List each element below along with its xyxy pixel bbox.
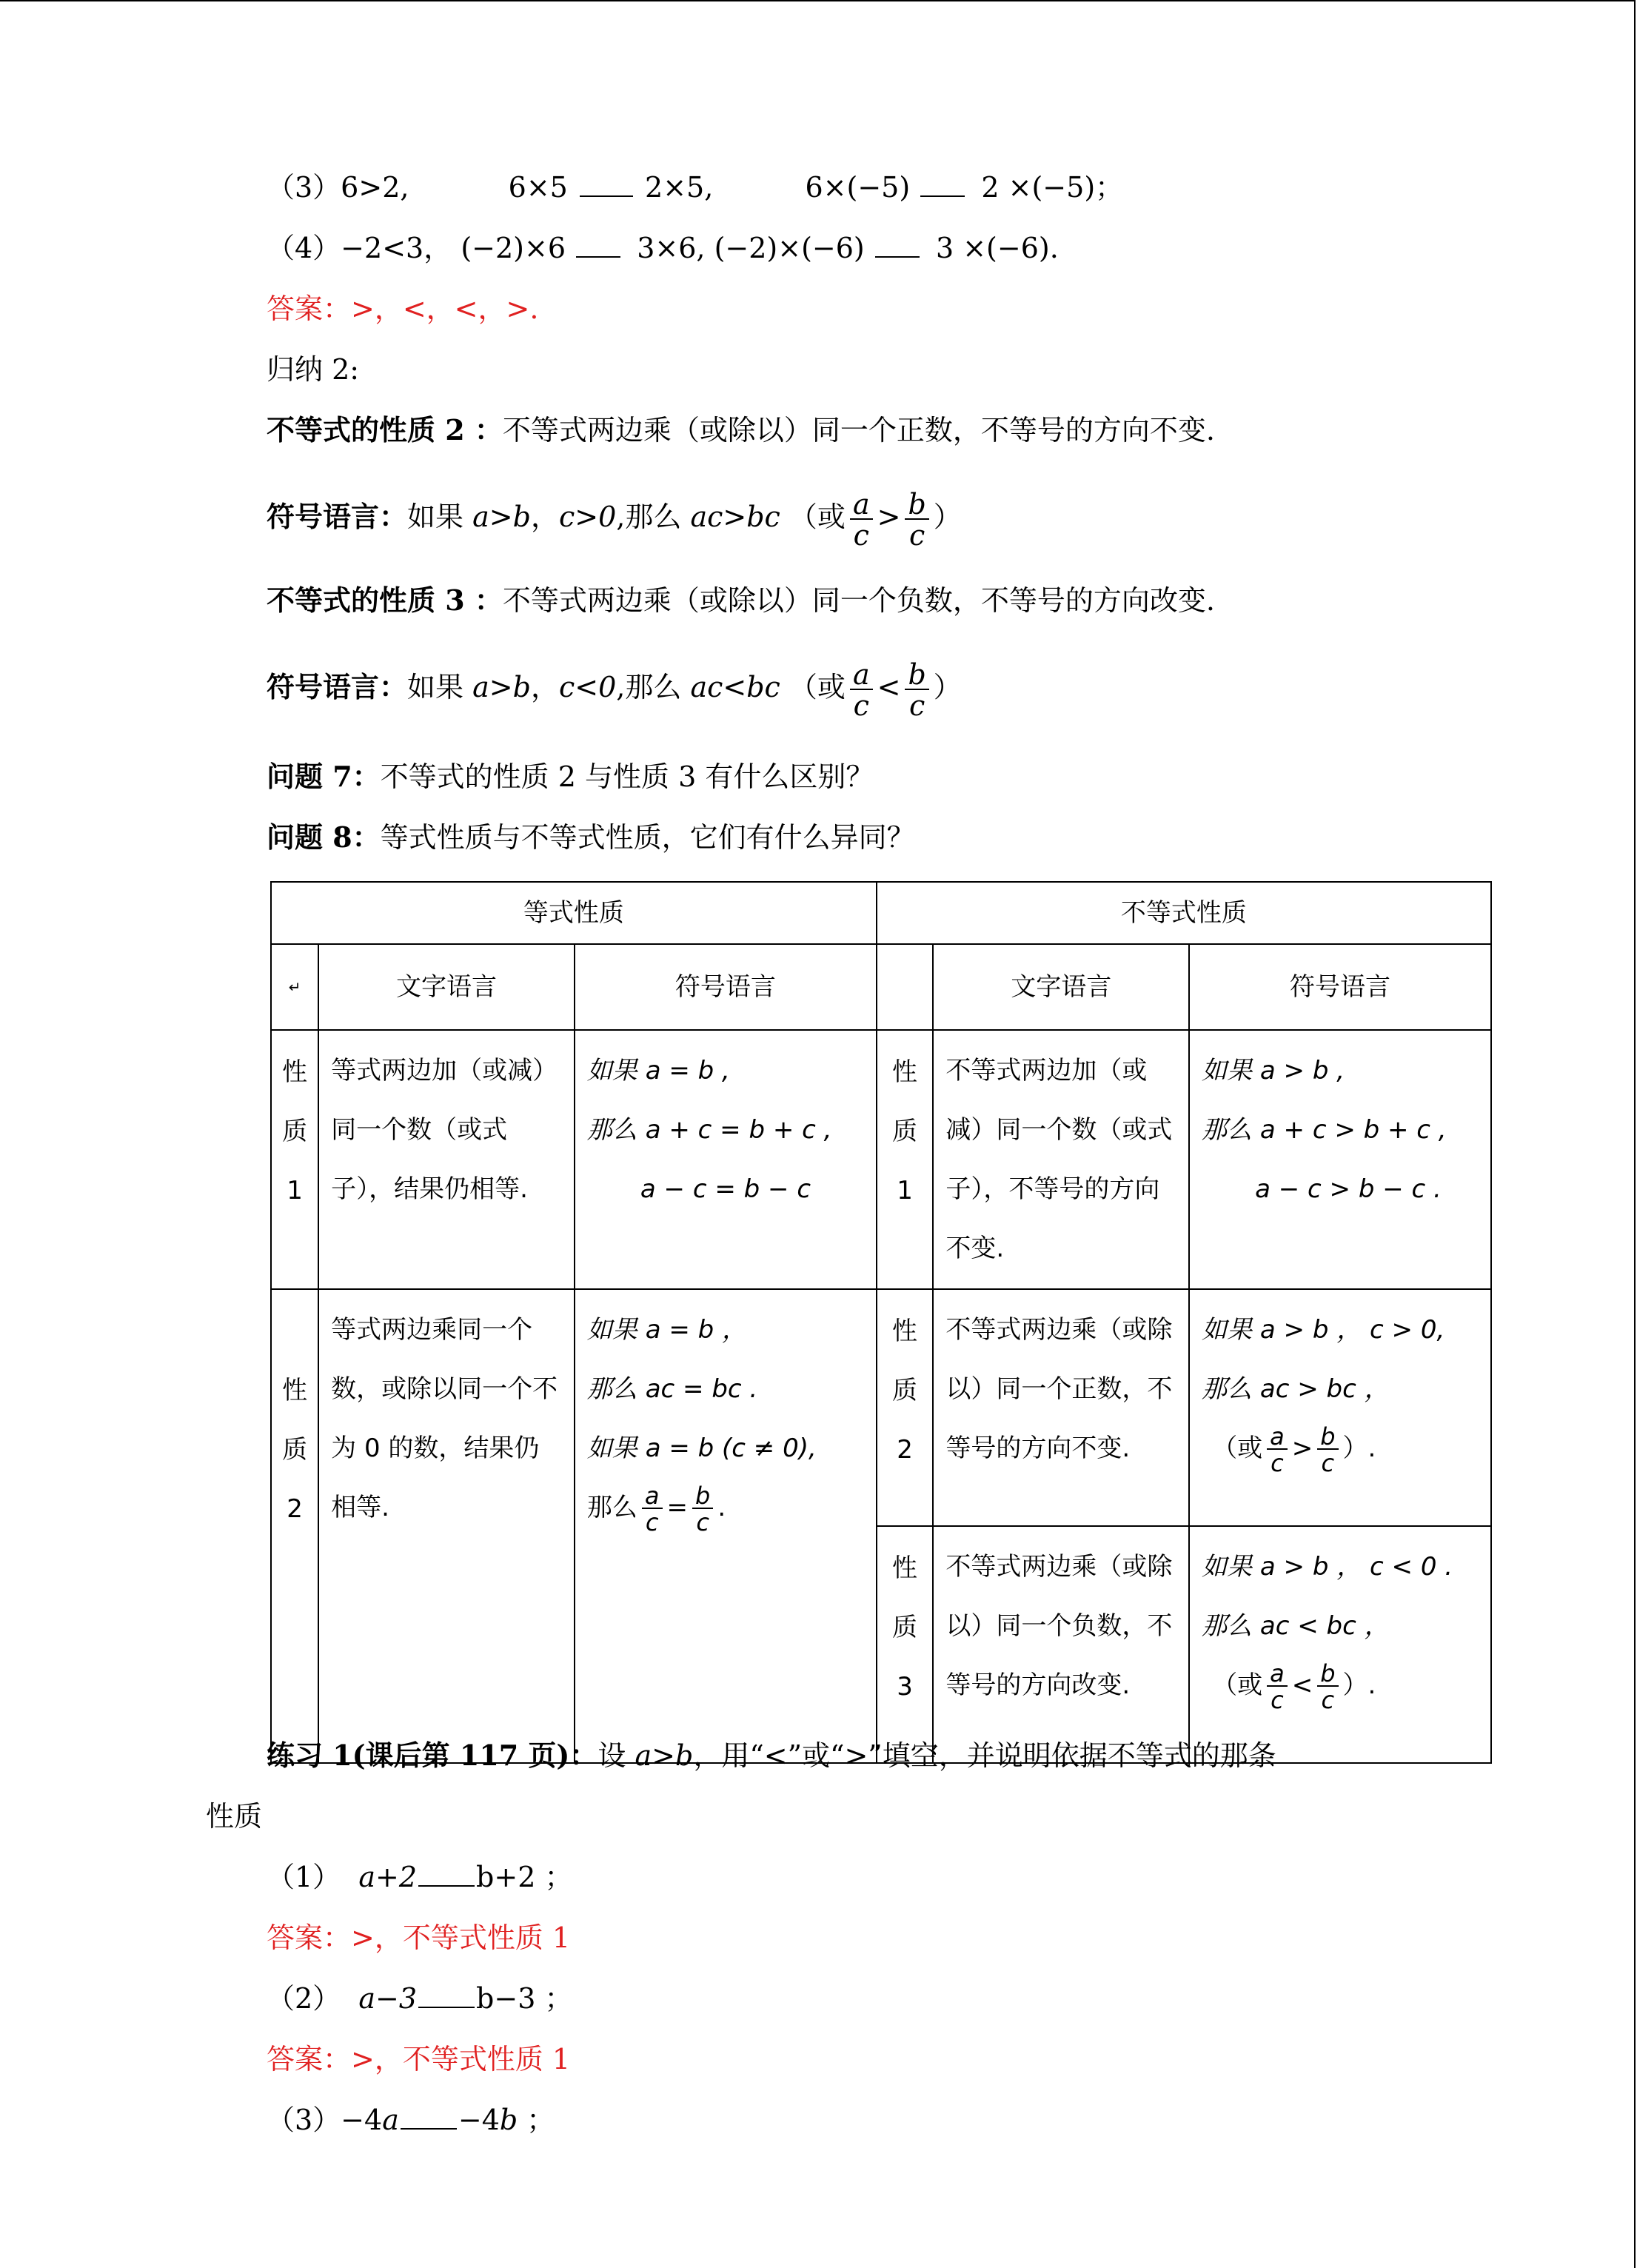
text: −4 <box>458 2104 500 2136</box>
symbol-line: 如果 a = b , <box>586 1056 730 1086</box>
text: ） <box>933 671 962 703</box>
ineq-prop-3-symbol <box>1189 1526 1491 1763</box>
denominator: c <box>645 1508 659 1536</box>
exercise-1-answer-1: 答案：>，不等式性质 1 <box>267 1921 571 1954</box>
subheader-empty <box>877 944 934 1030</box>
problem-4-prefix: （4）−2<3， <box>267 232 452 264</box>
symbol-line: a − c = b − c <box>640 1174 811 1204</box>
math: a>b <box>635 1739 694 1772</box>
property-3-label: 不等式的性质 3 ： <box>267 583 503 617</box>
numerator: b <box>1317 1425 1338 1450</box>
text: > <box>1291 1434 1313 1463</box>
text: （2） <box>267 1982 341 2015</box>
symbol-line: 那么 a + c > b + c , <box>1202 1115 1447 1145</box>
denominator: c <box>908 518 925 552</box>
symbol-line <box>1202 1419 1479 1478</box>
denominator: c <box>696 1508 709 1536</box>
header-inequality-properties: 不等式性质 <box>877 882 1491 944</box>
exercise-1-intro-cont: 性质 <box>206 1800 263 1833</box>
symbol-line: 如果 a > b ， c > 0, <box>1202 1315 1445 1345</box>
text: （3）−4 <box>267 2104 383 2136</box>
numerator: b <box>905 660 928 690</box>
fraction-b-over-c <box>692 1481 713 1536</box>
row-label-property-2 <box>271 1289 318 1763</box>
fraction-a-over-c <box>1267 1422 1288 1477</box>
row-label-char: 性 <box>282 1376 308 1405</box>
header-equality-properties: 等式性质 <box>271 882 877 944</box>
math: ac>bc <box>690 501 780 533</box>
denominator: c <box>1271 1685 1284 1714</box>
exercise-1-item-3 <box>267 2101 555 2138</box>
math: a>b <box>472 501 531 533</box>
row-label-ineq-property-3 <box>877 1526 934 1763</box>
row-label-ineq-property-1 <box>877 1030 934 1289</box>
symbol-line: 如果 a = b ， <box>586 1315 748 1345</box>
eq-prop-2-text: 等式两边乘同一个数，或除以同一个不为 0 的数，结果仍相等. <box>318 1289 575 1763</box>
problem-3-line <box>267 169 1123 206</box>
text: ， <box>530 501 559 533</box>
text: ， <box>530 671 559 703</box>
text: 那么 <box>586 1493 637 1522</box>
denominator: c <box>1321 1685 1335 1714</box>
fraction-a-over-c <box>850 487 873 552</box>
symbol-line: 那么 a + c = b + c , <box>586 1115 832 1145</box>
symbol-3-line <box>267 650 962 724</box>
row-label-char: 1 <box>897 1176 913 1205</box>
fraction-b-over-c <box>1317 1422 1338 1477</box>
exercise-1-label: 练习 1(课后第 117 页)： <box>267 1739 598 1772</box>
row-label-char: 1 <box>287 1176 303 1205</box>
subheader-symbol-language: 符号语言 <box>575 944 877 1030</box>
symbol-line: 如果 a > b ， c < 0 . <box>1202 1552 1453 1582</box>
exercise-1-intro <box>267 1737 1276 1774</box>
row-label-char: 质 <box>892 1613 918 1642</box>
row-label-property-1 <box>271 1030 318 1289</box>
row-label-char: 质 <box>282 1435 308 1465</box>
math: a <box>382 2104 399 2136</box>
text: ）. <box>1342 1670 1376 1700</box>
text: ，用“<”或“>”填空，并说明依据不等式的那条 <box>693 1739 1276 1772</box>
row-label-char: 性 <box>892 1057 918 1087</box>
problem-4-expr-right-2: 3 ×(−6). <box>935 232 1059 264</box>
text: ,那么 <box>616 501 691 533</box>
math: a>b <box>472 671 531 703</box>
row-label-char: 质 <box>282 1117 308 1146</box>
eq-prop-1-symbol <box>575 1030 877 1289</box>
fraction-b-over-c <box>1317 1659 1338 1714</box>
numerator: b <box>905 490 928 520</box>
blank <box>920 170 965 197</box>
text: ）. <box>1342 1434 1376 1463</box>
row-label-ineq-property-2 <box>877 1289 934 1526</box>
text: < <box>877 671 901 703</box>
text: （或 <box>789 671 846 703</box>
symbol-line: 如果 a > b , <box>1202 1056 1345 1086</box>
fraction-a-over-c <box>1267 1659 1288 1714</box>
answer-1: 答案：>，<，<，>. <box>267 292 539 325</box>
symbol-line: 那么 ac > bc ， <box>1202 1374 1390 1404</box>
numerator: a <box>642 1484 663 1509</box>
question-7-text: 不等式的性质 2 与性质 3 有什么区别？ <box>380 760 874 793</box>
exercise-1-answer-2: 答案：>，不等式性质 1 <box>267 2043 571 2075</box>
property-3-line <box>267 582 1215 619</box>
property-2-text: 不等式两边乘（或除以）同一个正数，不等号的方向不变. <box>502 414 1215 446</box>
induction-title: 归纳 2: <box>267 353 360 386</box>
subheader-symbol-language: 符号语言 <box>1189 944 1491 1030</box>
blank <box>418 1981 475 2008</box>
property-comparison-table <box>270 881 1492 1764</box>
problem-3-expr-right: 2×5, <box>645 171 714 204</box>
blank <box>576 231 620 258</box>
eq-prop-1-text: 等式两边加（或减）同一个数（或式子），结果仍相等. <box>318 1030 575 1289</box>
symbol-label: 符号语言： <box>267 670 408 703</box>
question-8 <box>267 819 915 856</box>
math: ac<bc <box>690 671 780 703</box>
symbol-line: a − c > b − c . <box>1255 1174 1442 1204</box>
numerator: b <box>1317 1662 1338 1687</box>
row-label-char: 质 <box>892 1117 918 1146</box>
exercise-1-item-1 <box>267 1859 572 1896</box>
table-header-row <box>271 882 1491 944</box>
table-row-property-2 <box>271 1289 1491 1526</box>
problem-3-expr-left: 6×5 <box>508 171 568 204</box>
question-8-text: 等式性质与不等式性质，它们有什么异同？ <box>380 821 915 854</box>
denominator: c <box>1271 1448 1284 1477</box>
problem-3-expr-right-2: 2 ×(−5)； <box>981 171 1124 204</box>
property-2-label: 不等式的性质 2 ： <box>267 413 503 446</box>
text: （1） <box>267 1861 341 1893</box>
symbol-2-line <box>267 480 962 554</box>
text: = <box>666 1493 689 1522</box>
text: ） <box>933 501 962 533</box>
table-row-property-1 <box>271 1030 1491 1289</box>
row-label-char: 性 <box>892 1553 918 1583</box>
exercise-1-item-2 <box>267 1980 572 2017</box>
math: b <box>499 2104 518 2136</box>
property-2-line <box>267 412 1215 449</box>
text: （或 <box>1212 1434 1263 1463</box>
text: > <box>877 501 901 533</box>
numerator: a <box>850 490 873 520</box>
row-label-char: 质 <box>892 1376 918 1405</box>
row-label-char: 性 <box>892 1317 918 1346</box>
blank <box>580 170 633 197</box>
text: 如果 <box>407 671 473 703</box>
fraction-a-over-c <box>642 1481 663 1536</box>
text: 设 <box>597 1739 635 1772</box>
numerator: b <box>692 1484 713 1509</box>
ineq-prop-1-symbol <box>1189 1030 1491 1289</box>
problem-3-expr-left-2: 6×(−5) <box>805 171 911 204</box>
text: （或 <box>789 501 846 533</box>
symbol-line <box>1202 1656 1479 1715</box>
problem-4-expr-left-2: (−2)×(−6) <box>714 232 865 264</box>
question-7-label: 问题 7： <box>267 760 381 793</box>
question-8-label: 问题 8： <box>267 820 381 854</box>
numerator: a <box>1267 1662 1288 1687</box>
row-label-char: 2 <box>897 1435 913 1465</box>
problem-4-expr-left: (−2)×6 <box>461 232 566 264</box>
symbol-line: 如果 a = b (c ≠ 0), <box>586 1434 817 1463</box>
ineq-prop-2-text: 不等式两边乘（或除以）同一个正数，不等号的方向不变. <box>933 1289 1189 1526</box>
question-7 <box>267 758 874 795</box>
numerator: a <box>850 660 873 690</box>
symbol-line: 那么 $\frac{a}{c}$ = $\frac{b}{c}$ . <box>586 1481 726 1536</box>
subheader-text-language: 文字语言 <box>318 944 575 1030</box>
row-label-char: 性 <box>282 1057 308 1087</box>
math: c>0 <box>558 501 617 533</box>
fraction-b-over-c <box>905 660 928 720</box>
fraction-a-over-c <box>850 660 873 720</box>
blank <box>418 1860 475 1887</box>
fraction-b-over-c <box>905 487 928 552</box>
problem-4-expr-right: 3×6, <box>637 232 706 264</box>
row-label-char: 2 <box>287 1494 303 1524</box>
symbol-line: 那么 ac = bc . <box>586 1374 758 1404</box>
symbol-label: 符号语言： <box>267 500 408 533</box>
math: a−3 <box>358 1982 418 2015</box>
text: 如果 <box>407 501 473 533</box>
text: ； <box>518 2104 555 2136</box>
denominator: c <box>1321 1448 1335 1477</box>
ineq-prop-2-symbol <box>1189 1289 1491 1526</box>
math: c<0 <box>558 671 617 703</box>
math: b−3 ； <box>476 1982 573 2015</box>
denominator: c <box>853 518 869 552</box>
ineq-prop-3-text: 不等式两边乘（或除以）同一个负数，不等号的方向改变. <box>933 1526 1189 1763</box>
problem-3-prefix: （3）6>2, <box>267 171 409 204</box>
math: b+2 ； <box>476 1861 573 1893</box>
subheader-empty: ↵ <box>271 944 318 1030</box>
denominator: c <box>853 689 869 722</box>
text: （或 <box>1212 1670 1263 1700</box>
subheader-text-language: 文字语言 <box>933 944 1189 1030</box>
row-label-char: 3 <box>897 1672 913 1702</box>
blank <box>401 2103 457 2130</box>
denominator: c <box>908 689 925 722</box>
table-subheader-row <box>271 944 1491 1030</box>
symbol-line: 那么 ac < bc ， <box>1202 1611 1390 1641</box>
problem-4-line <box>267 230 1059 267</box>
ineq-prop-1-text: 不等式两边加（或减）同一个数（或式子），不等号的方向不变. <box>933 1030 1189 1289</box>
numerator: a <box>1267 1425 1288 1450</box>
text: ,那么 <box>616 671 691 703</box>
math: a+2 <box>358 1861 418 1893</box>
eq-prop-2-symbol <box>575 1289 877 1763</box>
blank <box>875 231 920 258</box>
text: < <box>1291 1670 1313 1700</box>
property-3-text: 不等式两边乘（或除以）同一个负数，不等号的方向改变. <box>502 584 1215 617</box>
